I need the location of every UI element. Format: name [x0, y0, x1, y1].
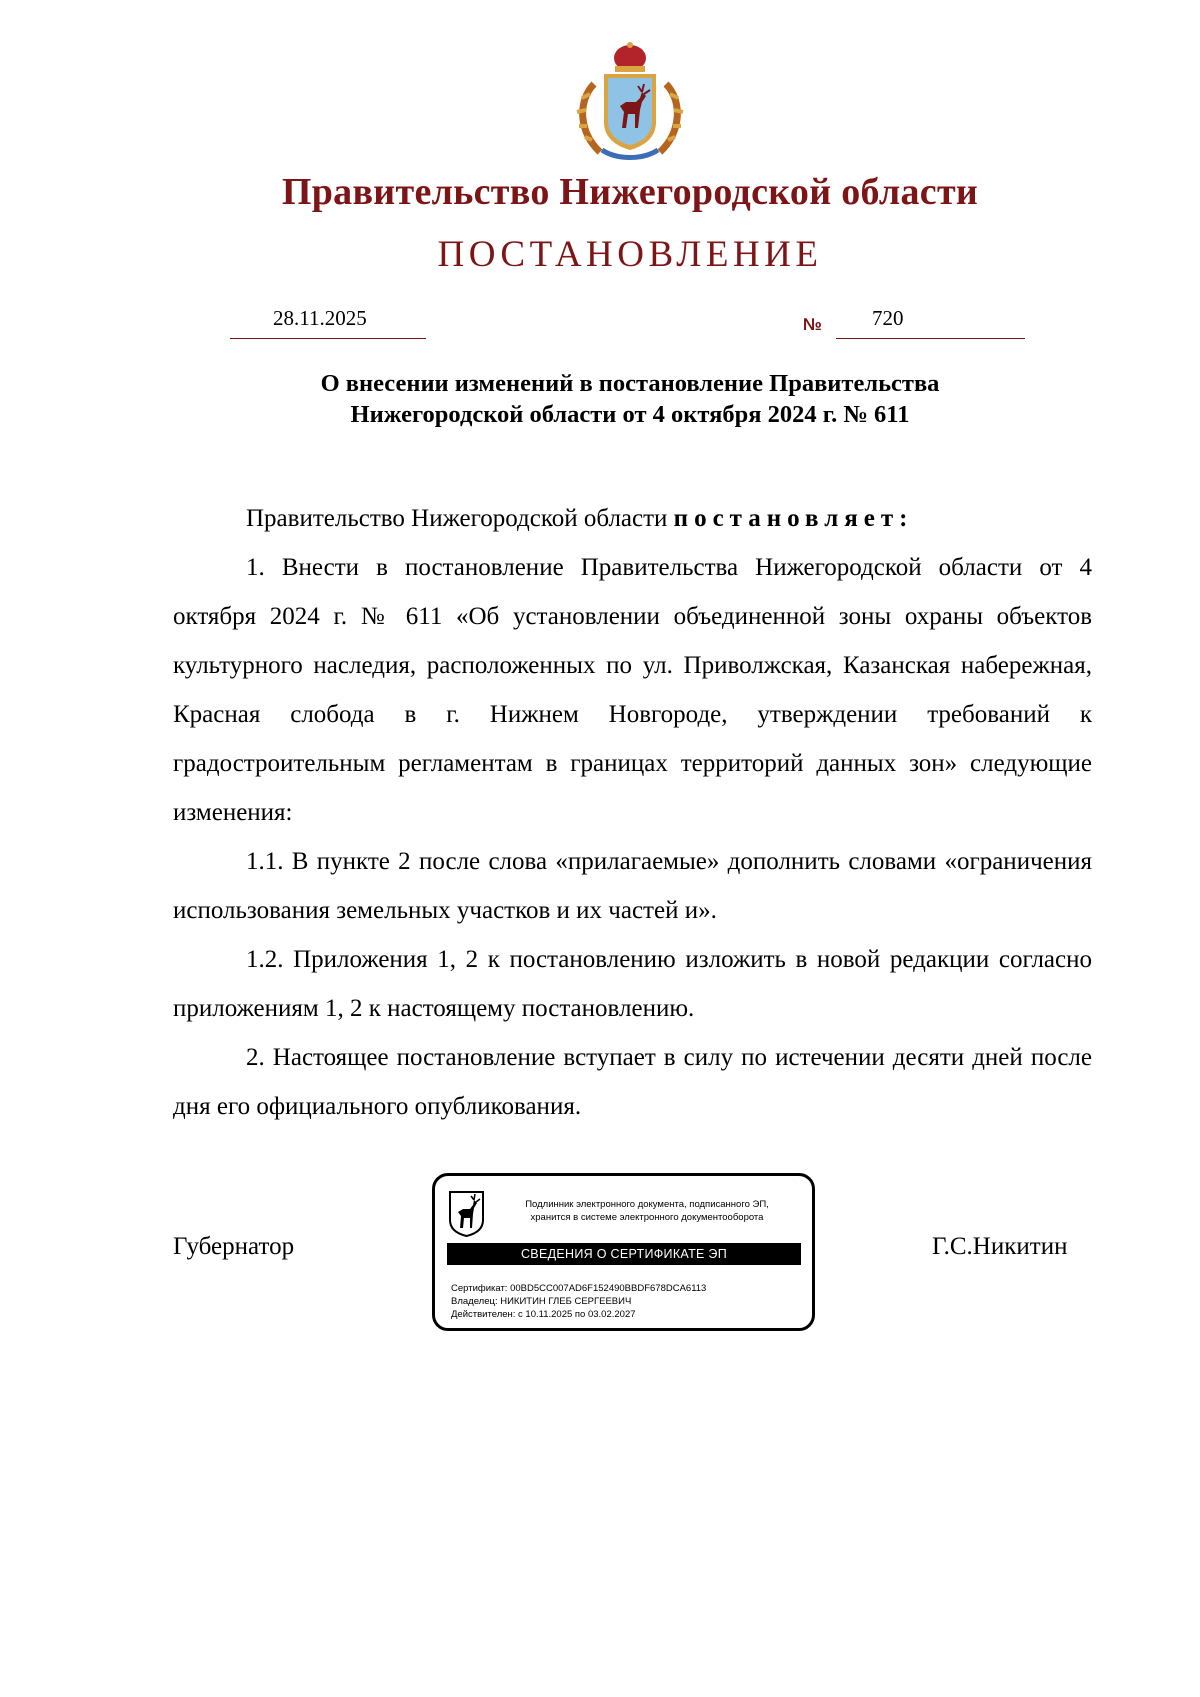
date-field — [230, 306, 426, 339]
certificate-details — [451, 1282, 706, 1321]
number-field — [836, 306, 1025, 339]
stamp-header — [497, 1198, 797, 1224]
coat-of-arms-icon — [572, 40, 688, 162]
organization-title: Правительство Нижегородской области — [281, 171, 979, 213]
document-type: ПОСТАНОВЛЕНИЕ — [437, 234, 823, 275]
document-body — [173, 494, 1092, 1131]
certificate-owner: Владелец: НИКИТИН ГЛЕБ СЕРГЕЕВИЧ — [451, 1296, 632, 1307]
certificate-number: Сертификат: 00BD5CC007AD6F152490BBDF678DCA6113 — [451, 1283, 707, 1294]
stamp-header-line-2: хранится в системе электронного документооборота — [530, 1212, 764, 1223]
signatory-position: Губернатор — [173, 1233, 295, 1260]
signatory-name: Г.С.Никитин — [932, 1233, 1068, 1260]
certificate-validity: Действителен: с 10.11.2025 по 03.02.2027 — [451, 1309, 636, 1320]
intro-text: Правительство Нижегородской области — [246, 505, 674, 532]
electronic-signature-stamp — [432, 1173, 815, 1331]
paragraph-2: 2. Настоящее постановление вступает в силу по истечении десяти дней после дня его официального опубликования. — [173, 1044, 1092, 1120]
intro-paragraph — [173, 494, 1092, 543]
decree-word: постановляет: — [673, 505, 914, 532]
document-title — [0, 368, 1200, 430]
number-sign: № — [803, 315, 822, 334]
title-line-2: Нижегородской области от 4 октября 2024 г. № 611 — [350, 401, 910, 428]
deer-shield-icon — [448, 1190, 485, 1237]
document-number: 720 — [872, 306, 904, 330]
paragraph-1-2: 1.2. Приложения 1, 2 к постановлению изложить в новой редакции согласно приложениям 1, 2 к настоящему постановлению. — [173, 946, 1092, 1022]
stamp-header-line-1: Подлинник электронного документа, подписанного ЭП, — [525, 1199, 769, 1210]
paragraph-1: 1. Внести в постановление Правительства Нижегородской области от 4 октября 2024 г. № 611 «Об установлении объединенной зоны охраны объектов культурного наследия, расположенных по ул. Приволжская, Казанская набережная, Красная слобода в г. Нижнем Новгороде, утверждении требований к градостроительным регламентам в границах территорий данных зон» следующие изменения: — [173, 554, 1092, 826]
document-date: 28.11.2025 — [273, 306, 367, 330]
certificate-info-bar: СВЕДЕНИЯ О СЕРТИФИКАТЕ ЭП — [447, 1243, 801, 1265]
paragraph-1-1: 1.1. В пункте 2 после слова «прилагаемые» дополнить словами «ограничения использования земельных участков и их частей и». — [173, 848, 1092, 924]
title-line-1: О внесении изменений в постановление Правительства — [320, 370, 940, 397]
